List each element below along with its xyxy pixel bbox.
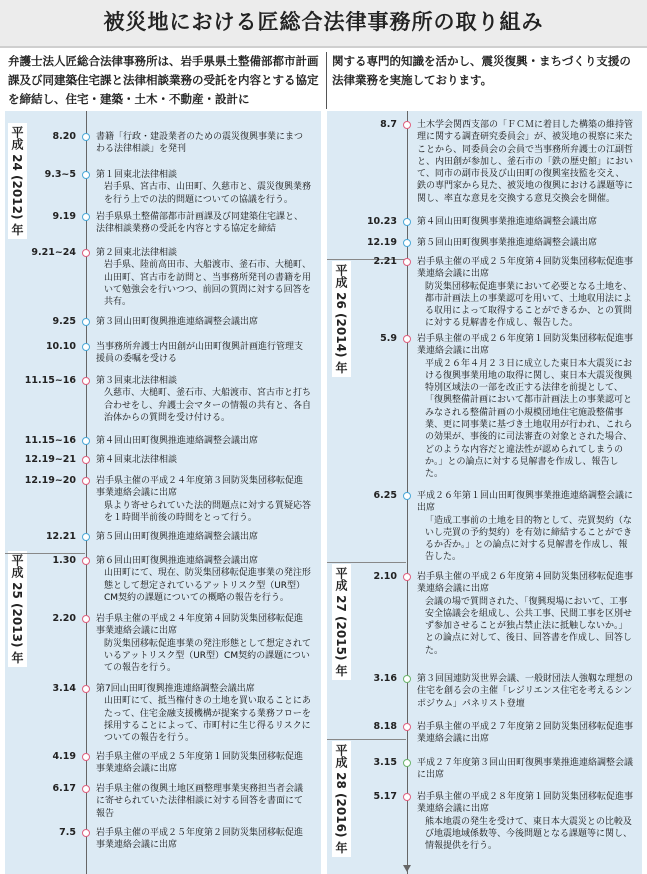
event-detail: 平成２６年４月２３日に成立した東日本大震災における復興事業用地の取得に関し、東日本大震災復興特別区域法の一部を改正する法律を前提として、「復興整備計画において都市計画法上の事業認可とみなされる整備計画の小規模団地住宅施設整備事業、更に同事業に基づき土地収用が行われ、これらの効果が、事後的に司法審査の対象とされた場合、どのような内容だと違法性が認められてしまうのか。」との論点に対する見解書を作成し、報告した。 xyxy=(425,358,633,480)
event-title: 第４回東北法律相談 xyxy=(96,455,178,465)
timeline-event xyxy=(417,256,633,330)
event-date: 12.21 xyxy=(45,531,76,542)
event-title: 第４回山田町復興推進連絡調整会議出席 xyxy=(96,436,259,446)
timeline-event xyxy=(417,216,633,228)
event-detail: 熊本地震の発生を受けて、東日本大震災との比較及び地震地域係数等、今後問題となる課題等に関し、情報提供を行う。 xyxy=(425,816,633,852)
event-title: 岩手県県土整備部都市計画課及び同建築住宅課と、法律相談業務の受託を内容とする協定を締結 xyxy=(96,212,304,235)
event-date: 10.23 xyxy=(366,216,397,227)
event-title: 岩手県主催の平成２７年度第２回防災集団移転促進事業連絡会議に出席 xyxy=(417,722,634,745)
timeline-event xyxy=(96,375,311,424)
event-detail: 防災集団移転促進事業において必要となる土地を、都市計画法上の事業認可を用いて、土地収用法による収用によって取得することができるか、との質問に対する見解書を作成し、報告した。 xyxy=(425,281,633,329)
timeline-dot-icon xyxy=(403,258,411,266)
timeline-arrow-icon xyxy=(403,865,411,872)
event-date: 5.17 xyxy=(373,791,397,802)
timeline-event xyxy=(417,119,633,205)
event-date: 2.20 xyxy=(52,613,76,624)
timeline-event xyxy=(417,571,633,657)
event-detail: 防災集団移転促進事業の発注形態として想定されているアットリスク型（UR型）CM契約の課題についての報告を行う。 xyxy=(104,638,312,674)
event-detail: 会議の場で質問された、「復興現場において、工事安全協議会を組成し、公共工事、民間工事を区別せず参加させることが独占禁止法に抵触しないか。」との論点に対して、後日、回答書を作成し、回答した。 xyxy=(425,596,633,656)
timeline-event xyxy=(417,237,633,249)
timeline-event xyxy=(96,531,311,543)
timeline-event xyxy=(96,341,311,366)
timeline-dot-icon xyxy=(82,615,90,623)
timeline-event xyxy=(96,827,311,852)
event-title: 当事務所弁護士内田創が山田町復興計画進行管理支援員の委嘱を受ける xyxy=(96,342,304,365)
event-date: 2.10 xyxy=(373,571,397,582)
timeline-dot-icon xyxy=(403,759,411,767)
event-title: 土木学会関西支部の「ＦＣＭに着目した構築の維持管理に関する調査研究委員会」が、被災地の視察に来たことから、同委員会の会員で当事務所弁護士の江副哲と、内田創が参加し、釜石市の「鉄の歴史館」において、同市の副市長及び山田町の復興室技監を交え、鉄の専門家から見た、被災地の復興における課題等に関し、率直な意見を交換する意見交換会を開催。 xyxy=(417,120,634,204)
event-date: 3.14 xyxy=(52,683,76,694)
timeline-dot-icon xyxy=(403,723,411,731)
timeline-event xyxy=(96,783,311,820)
timeline-dot-icon xyxy=(403,239,411,247)
timeline-dot-icon xyxy=(82,249,90,257)
event-title: 岩手県主催の平成２６年度第１回防災集団移転促進事業連絡会議に出席 xyxy=(417,334,634,357)
event-detail: 「造成工事前の土地を目的物として、売買契約（ないし売買の予約契約）を有効に締結することができるか否か。」との論点に対する見解書を作成し、報告した。 xyxy=(425,515,633,563)
timeline-event xyxy=(417,673,633,710)
timeline-dot-icon xyxy=(82,785,90,793)
timeline-dot-icon xyxy=(403,335,411,343)
event-date: 4.19 xyxy=(52,751,76,762)
event-title: 岩手県主催の平成２６年度第４回防災集団移転促進事業連絡会議に出席 xyxy=(417,572,634,595)
event-detail: 県より寄せられていた法的問題点に対する質疑応答を１時間半前後の時間をとって行う。 xyxy=(104,500,312,523)
timeline-dot-icon xyxy=(82,477,90,485)
event-date: 8.18 xyxy=(373,721,397,732)
event-title: 岩手県主催の平成２５年度第４回防災集団移転促進事業連絡会議に出席 xyxy=(417,257,634,280)
timeline-dot-icon xyxy=(82,829,90,837)
intro-text-left: 弁護士法人匠総合法律事務所は、岩手県県土整備部都市計画課及び同建築住宅課と法律相談業務の受託を内容とする協定を締結し、住宅・建築・土木・不動産・設計に xyxy=(8,52,327,109)
era-divider xyxy=(327,739,406,740)
timeline-event xyxy=(96,751,311,776)
event-date: 3.16 xyxy=(373,673,397,684)
event-date: 1.30 xyxy=(52,555,76,566)
event-date: 7.5 xyxy=(59,827,76,838)
event-date: 6.25 xyxy=(373,490,397,501)
timeline-dot-icon xyxy=(82,343,90,351)
timeline-dot-icon xyxy=(403,218,411,226)
event-detail: 山田町にて、現在、防災集団移転促進事業の発注形態として想定されているアットリスク型（UR型）CM契約の課題についての概略の報告を行う。 xyxy=(104,568,311,603)
event-detail: 久慈市、大槌町、釜石市、大船渡市、宮古市と打ち合わせをし、弁護士会マターの情報の共有と、各自治体からの質問を受け付ける。 xyxy=(104,388,312,423)
event-date: 5.9 xyxy=(380,333,397,344)
timeline-dot-icon xyxy=(403,121,411,129)
event-date: 9.3~5 xyxy=(44,169,76,180)
timeline-event xyxy=(96,169,311,206)
event-title: 第２回東北法律相談 xyxy=(96,248,178,258)
timeline-event xyxy=(96,475,311,524)
timeline-dot-icon xyxy=(82,685,90,693)
event-date: 10.10 xyxy=(45,341,76,352)
event-title: 平成２７年度第３回山田町復興事業推進連絡調整会議に出席 xyxy=(417,758,634,781)
timeline-dot-icon xyxy=(82,533,90,541)
event-detail: 岩手県、陸前高田市、大船渡市、釜石市、大槌町、山田町、宮古市を訪問と、当事務所発刊の書籍を用いて勉強会を行いつつ、前回の質問に対する回答を共有。 xyxy=(104,260,312,308)
timeline-event xyxy=(96,211,311,236)
era-divider xyxy=(327,562,406,563)
timeline-event xyxy=(417,333,633,481)
event-title: 第7回山田町復興推進連絡調整会議出席 xyxy=(96,684,255,694)
event-detail: 岩手県、宮古市、山田町、久慈市と、震災復興業務を行う上での法的問題についての協議を行う。 xyxy=(104,182,312,205)
event-title: 岩手県主催の平成２４年度第３回防災集団移転促進事業連絡会議に出席 xyxy=(96,476,304,499)
event-date: 6.17 xyxy=(52,783,76,794)
event-date: 11.15~16 xyxy=(24,435,76,446)
event-title: 岩手県主催の平成２５年度第１回防災集団移転促進事業連絡会議に出席 xyxy=(96,752,304,775)
timeline-right-column xyxy=(327,111,642,874)
event-date: 11.15~16 xyxy=(24,375,76,386)
timeline-event xyxy=(417,721,633,746)
event-date: 9.25 xyxy=(52,316,76,327)
event-date: 8.20 xyxy=(52,131,76,142)
event-date: 8.7 xyxy=(380,119,397,130)
event-date: 9.21~24 xyxy=(31,247,76,258)
timeline-event xyxy=(96,613,311,674)
event-title: 第１回東北法律相談 xyxy=(96,170,178,180)
event-date: 3.15 xyxy=(373,757,397,768)
timeline-event xyxy=(417,490,633,564)
event-title: 書籍「行政・建設業者のための震災復興事業にまつわる法律相談」を発刊 xyxy=(96,132,304,155)
event-title: 第３回山田町復興推進連絡調整会議出席 xyxy=(96,317,259,327)
timeline-dot-icon xyxy=(82,213,90,221)
title-bar xyxy=(0,0,647,48)
event-date: 12.19 xyxy=(366,237,397,248)
event-date: 2.21 xyxy=(373,256,397,267)
timeline-dot-icon xyxy=(403,492,411,500)
event-title: 第５回山田町復興事業推進連絡調整会議出席 xyxy=(417,238,598,248)
timeline-dot-icon xyxy=(403,793,411,801)
era-label-2015: 平成 27 (2015) 年 xyxy=(332,564,351,680)
timeline-dot-icon xyxy=(82,437,90,445)
event-date: 12.19~21 xyxy=(24,454,76,465)
event-title: 岩手県主催の平成２４年度第４回防災集団移転促進事業連絡会議に出席 xyxy=(96,614,304,637)
timeline-dot-icon xyxy=(82,753,90,761)
intro-text-right: 関する専門的知識を活かし、震災復興・まちづくり支援の法律業務を実施しております。 xyxy=(332,54,631,87)
event-title: 第５回山田町復興推進連絡調整会議出席 xyxy=(96,532,259,542)
timeline-event xyxy=(96,131,311,156)
event-title: 岩手県主催の平成２５年度第２回防災集団移転促進事業連絡会議に出席 xyxy=(96,828,304,851)
era-label-2016: 平成 28 (2016) 年 xyxy=(332,741,351,857)
event-title: 第６回山田町復興推進連絡調整会議出席 xyxy=(96,556,259,566)
timeline-dot-icon xyxy=(82,377,90,385)
event-date: 12.19~20 xyxy=(24,475,76,486)
timeline-event xyxy=(96,555,311,604)
timeline-dot-icon xyxy=(403,573,411,581)
timeline-dot-icon xyxy=(82,318,90,326)
event-title: 平成２６年第１回山田町復興事業推進連絡調整会議に出席 xyxy=(417,491,634,514)
timeline-dot-icon xyxy=(82,133,90,141)
page-title: 被災地における匠総合法律事務所の取り組み xyxy=(103,10,544,34)
timeline-dot-icon xyxy=(82,557,90,565)
event-title: 岩手県主催の平成２８年度第１回防災集団移転促進事業連絡会議に出席 xyxy=(417,792,634,815)
event-detail: 山田町にて、抵当権付きの土地を買い取ることにあたって、住宅金融支援機構が提案する業務フローを採用することによって、市町村に生じ得るリスクについての報告を行う。 xyxy=(104,696,311,744)
timeline-event xyxy=(96,316,311,328)
timeline-event xyxy=(96,683,311,744)
era-label-2013: 平成 25 (2013) 年 xyxy=(8,551,27,667)
timeline-event xyxy=(96,247,311,308)
event-title: 第４回山田町復興事業推進連絡調整会議出席 xyxy=(417,217,598,227)
event-title: 岩手県主催の復興土地区画整理事業実務担当者会議に寄せられていた法律相談に対する回答を書面にて報告 xyxy=(96,784,304,819)
event-title: 第３回国連防災世界会議、一般財団法人強靱な理想の住宅を創る会の主催「レジリエンス住宅を考えるシンポジウム」パネリスト登壇 xyxy=(417,674,634,709)
timeline-dot-icon xyxy=(403,675,411,683)
event-title: 第３回東北法律相談 xyxy=(96,376,178,386)
event-date: 9.19 xyxy=(52,211,76,222)
timeline-event xyxy=(417,757,633,782)
era-label-2014: 平成 26 (2014) 年 xyxy=(332,261,351,377)
timeline-dot-icon xyxy=(82,456,90,464)
era-divider xyxy=(5,553,85,554)
timeline-event xyxy=(96,454,311,466)
timeline-left-column xyxy=(5,111,321,874)
timeline-event xyxy=(417,791,633,852)
era-label-2012: 平成 24 (2012) 年 xyxy=(8,123,27,239)
timeline-event xyxy=(96,435,311,447)
timeline-dot-icon xyxy=(82,171,90,179)
